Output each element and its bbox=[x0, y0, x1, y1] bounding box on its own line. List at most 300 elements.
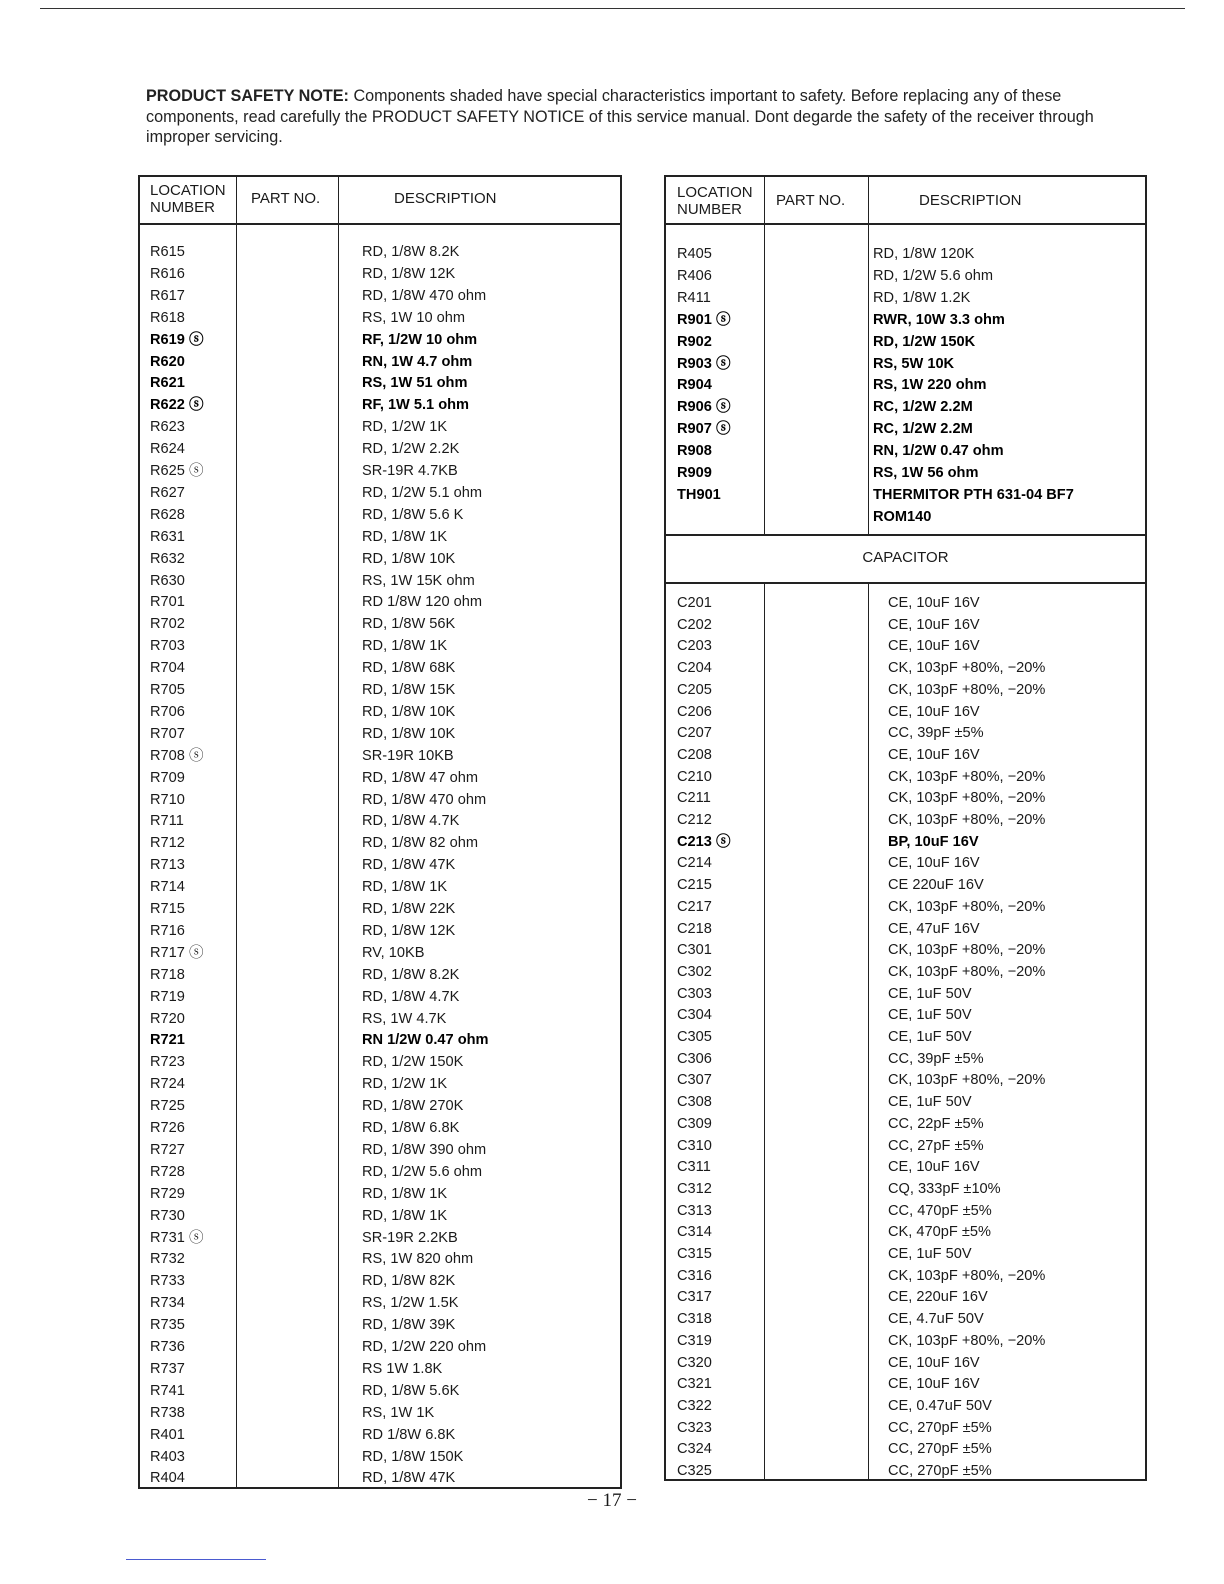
part-description: RD, 1/8W 39K bbox=[362, 1317, 456, 1334]
part-description: THERMITOR PTH 631-04 BF7 bbox=[873, 486, 1074, 503]
location-number: R715 bbox=[150, 901, 185, 917]
location-number: R617 bbox=[150, 287, 185, 304]
table-row bbox=[666, 787, 1145, 809]
part-description: CE, 10uF 16V bbox=[888, 616, 980, 633]
location-number: C308 bbox=[677, 1094, 712, 1111]
part-description: RC, 1/2W 2.2M bbox=[873, 421, 973, 438]
table-row bbox=[140, 526, 620, 548]
table-row bbox=[140, 898, 620, 920]
location-number: R711 bbox=[150, 813, 184, 830]
table-row bbox=[140, 723, 620, 745]
part-description: RD, 1/8W 390 ohm bbox=[362, 1141, 487, 1158]
table-row bbox=[666, 701, 1145, 723]
table-row bbox=[666, 484, 1145, 506]
part-description: RD, 1/8W 8.2K bbox=[362, 966, 460, 983]
table-row bbox=[666, 983, 1145, 1005]
location-number: R405 bbox=[677, 246, 712, 262]
header-location-line1: LOCATION bbox=[150, 182, 226, 199]
location-number: R901 ⓢ bbox=[677, 311, 731, 328]
location-number: C206 bbox=[677, 703, 712, 720]
part-description: CE, 1uF 50V bbox=[888, 1029, 972, 1045]
location-number: R702 bbox=[150, 616, 185, 633]
table-row bbox=[666, 1395, 1145, 1417]
location-number: R401 bbox=[150, 1426, 185, 1443]
page-number: − 17 − bbox=[587, 1490, 637, 1511]
part-description: RD, 1/8W 1K bbox=[362, 879, 448, 896]
table-row bbox=[140, 1073, 620, 1095]
top-rule bbox=[40, 8, 1185, 9]
location-number: C316 bbox=[677, 1267, 712, 1284]
table-row bbox=[666, 396, 1145, 418]
table-row bbox=[140, 1161, 620, 1183]
location-number: C321 bbox=[677, 1376, 712, 1393]
table-row bbox=[666, 1243, 1145, 1265]
safety-note bbox=[146, 86, 1136, 148]
table-row bbox=[140, 657, 620, 679]
table-row bbox=[666, 874, 1145, 896]
part-description: CK, 103pF +80%, −20% bbox=[888, 942, 1046, 959]
table-row bbox=[140, 635, 620, 657]
location-number: C310 bbox=[677, 1137, 712, 1154]
location-number: R906 ⓢ bbox=[677, 399, 731, 416]
part-description: RS 1W 1.8K bbox=[362, 1360, 443, 1377]
location-number: R718 bbox=[150, 966, 185, 983]
table-row bbox=[666, 1352, 1145, 1374]
part-description: CK, 103pF +80%, −20% bbox=[888, 790, 1046, 807]
location-number: R623 bbox=[150, 419, 185, 436]
location-number: R703 bbox=[150, 638, 185, 655]
part-description: RD 1/8W 120 ohm bbox=[362, 594, 483, 611]
location-number: R727 bbox=[150, 1141, 185, 1158]
part-description: RD, 1/2W 5.6 ohm bbox=[873, 267, 994, 284]
part-description: RD, 1/8W 82 ohm bbox=[362, 835, 478, 852]
part-description: CE, 10uF 16V bbox=[888, 595, 980, 611]
header-location-line2: NUMBER bbox=[677, 201, 743, 218]
location-number: R730 bbox=[150, 1207, 185, 1224]
location-number: R721 bbox=[150, 1032, 185, 1049]
table-row bbox=[666, 766, 1145, 788]
header-description: DESCRIPTION bbox=[919, 192, 1022, 209]
location-number: R734 bbox=[150, 1295, 185, 1312]
table-row bbox=[666, 1004, 1145, 1026]
table-row bbox=[140, 460, 620, 482]
part-description: CE, 10uF 16V bbox=[888, 703, 980, 720]
safety-note-heading: PRODUCT SAFETY NOTE: bbox=[146, 87, 349, 105]
table-row bbox=[140, 351, 620, 373]
location-number: R622 ⓢ bbox=[150, 397, 204, 414]
location-number: R737 bbox=[150, 1360, 185, 1377]
location-number: C306 bbox=[677, 1050, 712, 1067]
part-description: RD, 1/8W 47 ohm bbox=[362, 769, 478, 786]
table-row bbox=[140, 1029, 620, 1051]
location-number: R708 ⓢ bbox=[150, 747, 204, 764]
part-description: RD, 1/8W 8.2K bbox=[362, 244, 460, 260]
part-description: CC, 470pF ±5% bbox=[888, 1202, 992, 1219]
location-number: C217 bbox=[677, 898, 712, 915]
table-row bbox=[140, 504, 620, 526]
part-description: CK, 103pF +80%, −20% bbox=[888, 1072, 1046, 1089]
location-number: R630 bbox=[150, 572, 185, 589]
location-number: R404 bbox=[150, 1470, 185, 1487]
safety-note-text: Components shaded have special characteristics important to safety. Before replacing any of these components, read carefully the PRODUCT SAFETY NOTICE of this service manual. Dont degarde the safety of the receiver through improper servicing. bbox=[146, 87, 1094, 146]
location-number: R628 bbox=[150, 506, 185, 523]
location-number: R908 bbox=[677, 443, 712, 460]
location-number: C309 bbox=[677, 1115, 712, 1132]
table-row bbox=[140, 1205, 620, 1227]
location-number: C319 bbox=[677, 1332, 712, 1349]
table-row bbox=[666, 614, 1145, 636]
table-row bbox=[666, 961, 1145, 983]
location-number: C317 bbox=[677, 1289, 712, 1306]
location-number: R631 bbox=[150, 528, 185, 545]
table-row bbox=[140, 1402, 620, 1424]
part-description: RS, 1W 15K ohm bbox=[362, 572, 475, 589]
table-row bbox=[666, 1438, 1145, 1460]
location-number: R724 bbox=[150, 1076, 185, 1093]
part-description: RS, 1W 56 ohm bbox=[873, 465, 979, 481]
part-description: RN, 1W 4.7 ohm bbox=[362, 353, 473, 370]
part-description: CE, 10uF 16V bbox=[888, 1354, 980, 1371]
section-header-capacitor bbox=[666, 534, 1145, 584]
table-row bbox=[666, 1265, 1145, 1287]
part-description: RS, 1W 220 ohm bbox=[873, 377, 987, 394]
part-description: RD, 1/8W 5.6K bbox=[362, 1382, 460, 1399]
location-number: R714 bbox=[150, 879, 185, 896]
part-description: CE, 220uF 16V bbox=[888, 1289, 988, 1306]
table-row bbox=[140, 1314, 620, 1336]
table-row bbox=[666, 679, 1145, 701]
location-number: R732 bbox=[150, 1251, 185, 1268]
location-number: R728 bbox=[150, 1163, 185, 1180]
location-number: C204 bbox=[677, 660, 712, 677]
part-description: CE, 0.47uF 50V bbox=[888, 1397, 992, 1414]
location-number: C302 bbox=[677, 963, 712, 980]
part-description: RN, 1/2W 0.47 ohm bbox=[873, 443, 1004, 460]
part-description: RD, 1/8W 1K bbox=[362, 1185, 448, 1202]
part-description: CC, 39pF ±5% bbox=[888, 1050, 984, 1067]
table-row bbox=[140, 876, 620, 898]
part-description: RD, 1/8W 82K bbox=[362, 1273, 456, 1290]
table-row bbox=[140, 241, 620, 263]
part-description: CE, 10uF 16V bbox=[888, 746, 980, 763]
table-row bbox=[666, 1048, 1145, 1070]
part-description: RD, 1/8W 56K bbox=[362, 616, 456, 633]
location-number: R723 bbox=[150, 1054, 185, 1071]
location-number: C211 bbox=[677, 790, 711, 807]
table-row bbox=[666, 331, 1145, 353]
location-number: R909 bbox=[677, 465, 712, 481]
part-description: SR-19R 4.7KB bbox=[362, 463, 458, 479]
location-number: C315 bbox=[677, 1246, 712, 1262]
table-row bbox=[140, 1270, 620, 1292]
table-row bbox=[140, 591, 620, 613]
part-description: RWR, 10W 3.3 ohm bbox=[873, 311, 1005, 328]
header-location-line1: LOCATION bbox=[677, 184, 753, 201]
part-description: CK, 103pF +80%, −20% bbox=[888, 768, 1046, 785]
table-row bbox=[666, 939, 1145, 961]
resistor-capacitor-parts-table bbox=[664, 175, 1147, 1481]
part-description: RD, 1/8W 120K bbox=[873, 246, 975, 262]
part-description: CE, 1uF 50V bbox=[888, 1094, 972, 1111]
location-number: R616 bbox=[150, 265, 185, 282]
location-number: R729 bbox=[150, 1185, 185, 1202]
table-row bbox=[140, 854, 620, 876]
location-number: R904 bbox=[677, 377, 712, 394]
table-row bbox=[140, 1358, 620, 1380]
table-row bbox=[666, 1113, 1145, 1135]
table-header bbox=[666, 177, 1145, 225]
header-location-line2: NUMBER bbox=[150, 199, 216, 216]
table-row bbox=[140, 832, 620, 854]
location-number: C307 bbox=[677, 1072, 712, 1089]
table-row bbox=[666, 1417, 1145, 1439]
location-number: R707 bbox=[150, 725, 185, 742]
part-description: CC, 27pF ±5% bbox=[888, 1137, 984, 1154]
table-row bbox=[666, 440, 1145, 462]
table-row bbox=[666, 657, 1145, 679]
location-number: C214 bbox=[677, 855, 712, 872]
table-row bbox=[140, 416, 620, 438]
table-row bbox=[666, 852, 1145, 874]
location-number: C325 bbox=[677, 1463, 712, 1479]
part-description: RD, 1/8W 4.7K bbox=[362, 988, 460, 1005]
table-row bbox=[140, 438, 620, 460]
part-description: RD, 1/2W 5.1 ohm bbox=[362, 484, 483, 501]
table-row bbox=[666, 1156, 1145, 1178]
part-description: CE, 1uF 50V bbox=[888, 985, 972, 1002]
location-number: R620 bbox=[150, 353, 185, 370]
table-row bbox=[666, 1026, 1145, 1048]
part-description: RN 1/2W 0.47 ohm bbox=[362, 1032, 489, 1049]
table-row bbox=[140, 745, 620, 767]
table-row bbox=[140, 701, 620, 723]
location-number: C301 bbox=[677, 942, 712, 959]
part-description: RD, 1/8W 1.2K bbox=[873, 289, 971, 306]
location-number: R615 bbox=[150, 244, 185, 260]
location-number: R406 bbox=[677, 267, 712, 284]
part-description: RD, 1/8W 1K bbox=[362, 528, 448, 545]
part-description: RS, 1W 10 ohm bbox=[362, 309, 466, 326]
table-row bbox=[140, 942, 620, 964]
part-description: CE, 10uF 16V bbox=[888, 1376, 980, 1393]
table-row bbox=[140, 1446, 620, 1468]
part-description: RD, 1/8W 470 ohm bbox=[362, 791, 487, 808]
part-description: CK, 103pF +80%, −20% bbox=[888, 1267, 1046, 1284]
part-description: CC, 39pF ±5% bbox=[888, 725, 984, 742]
part-description: RD, 1/8W 12K bbox=[362, 922, 456, 939]
table-row bbox=[666, 309, 1145, 331]
part-description: RS, 5W 10K bbox=[873, 355, 955, 372]
table-row bbox=[140, 1095, 620, 1117]
table-row bbox=[140, 482, 620, 504]
table-row bbox=[666, 722, 1145, 744]
location-number: R733 bbox=[150, 1273, 185, 1290]
table-row bbox=[140, 767, 620, 789]
location-number: R716 bbox=[150, 922, 185, 939]
location-number: R719 bbox=[150, 988, 185, 1005]
part-description: RD, 1/8W 22K bbox=[362, 901, 456, 917]
table-row bbox=[666, 265, 1145, 287]
location-number: R735 bbox=[150, 1317, 185, 1334]
table-row bbox=[140, 1117, 620, 1139]
table-row bbox=[140, 613, 620, 635]
part-description: RD, 1/8W 1K bbox=[362, 638, 448, 655]
table-row bbox=[140, 1051, 620, 1073]
table-row bbox=[140, 1424, 620, 1446]
table-header bbox=[140, 177, 620, 225]
location-number: R632 bbox=[150, 550, 185, 567]
location-number: C201 bbox=[677, 595, 712, 611]
table-row bbox=[666, 744, 1145, 766]
part-description: RD, 1/8W 10K bbox=[362, 725, 456, 742]
part-description: RS, 1W 51 ohm bbox=[362, 375, 468, 392]
location-number: R624 bbox=[150, 441, 185, 458]
location-number: C324 bbox=[677, 1441, 712, 1458]
part-description: RD, 1/8W 6.8K bbox=[362, 1120, 460, 1136]
part-description: CC, 270pF ±5% bbox=[888, 1463, 992, 1479]
part-description: RS, 1W 1K bbox=[362, 1404, 435, 1421]
part-description: CC, 22pF ±5% bbox=[888, 1115, 984, 1132]
location-number: C314 bbox=[677, 1224, 712, 1241]
location-number: R907 ⓢ bbox=[677, 421, 731, 438]
location-number: R726 bbox=[150, 1120, 185, 1136]
location-number: C205 bbox=[677, 681, 712, 698]
location-number: C202 bbox=[677, 616, 712, 633]
part-description: RF, 1/2W 10 ohm bbox=[362, 331, 478, 348]
table-row bbox=[140, 986, 620, 1008]
table-row bbox=[140, 1008, 620, 1030]
part-description: CK, 103pF +80%, −20% bbox=[888, 812, 1046, 828]
part-description: RV, 10KB bbox=[362, 944, 425, 961]
part-description: CQ, 333pF ±10% bbox=[888, 1180, 1001, 1197]
location-number: C312 bbox=[677, 1180, 712, 1197]
table-row bbox=[666, 1308, 1145, 1330]
part-description: RD, 1/2W 2.2K bbox=[362, 441, 460, 458]
part-description: RD, 1/8W 150K bbox=[362, 1448, 464, 1465]
location-number: C311 bbox=[677, 1159, 711, 1176]
location-number: C304 bbox=[677, 1007, 712, 1024]
location-number: R902 bbox=[677, 333, 712, 350]
part-description: CK, 103pF +80%, −20% bbox=[888, 963, 1046, 980]
location-number: R713 bbox=[150, 857, 185, 874]
part-description: ROM140 bbox=[873, 508, 932, 525]
table-row bbox=[140, 1227, 620, 1249]
table-row bbox=[140, 285, 620, 307]
table-row bbox=[140, 394, 620, 416]
part-description: RS, 1W 820 ohm bbox=[362, 1251, 474, 1268]
table-row bbox=[140, 810, 620, 832]
location-number: C322 bbox=[677, 1397, 712, 1414]
table-row bbox=[140, 1336, 620, 1358]
part-description: RD, 1/8W 12K bbox=[362, 265, 456, 282]
location-number: R712 bbox=[150, 835, 185, 852]
location-number: R411 bbox=[677, 289, 711, 306]
part-description: RD, 1/8W 470 ohm bbox=[362, 287, 487, 304]
part-description: RD, 1/8W 10K bbox=[362, 550, 456, 567]
location-number: C320 bbox=[677, 1354, 712, 1371]
location-number: R720 bbox=[150, 1010, 185, 1027]
part-description: RD, 1/8W 68K bbox=[362, 660, 456, 677]
part-description: RC, 1/2W 2.2M bbox=[873, 399, 973, 416]
table-row bbox=[666, 418, 1145, 440]
table-row bbox=[140, 329, 620, 351]
location-number: R717 ⓢ bbox=[150, 944, 204, 961]
part-description: CE, 4.7uF 50V bbox=[888, 1311, 984, 1328]
table-row bbox=[666, 1135, 1145, 1157]
part-description: CE 220uF 16V bbox=[888, 877, 984, 894]
part-description: CK, 103pF +80%, −20% bbox=[888, 898, 1046, 915]
location-number: R706 bbox=[150, 703, 185, 720]
table-row bbox=[666, 374, 1145, 396]
location-number: C318 bbox=[677, 1311, 712, 1328]
part-description: RD, 1/8W 15K bbox=[362, 682, 456, 698]
location-number: C208 bbox=[677, 746, 712, 763]
table-row bbox=[666, 287, 1145, 309]
header-part-no: PART NO. bbox=[251, 190, 321, 207]
part-description: CC, 270pF ±5% bbox=[888, 1419, 992, 1436]
table-row bbox=[666, 353, 1145, 375]
table-row bbox=[666, 1069, 1145, 1091]
location-number: C213 ⓢ bbox=[677, 833, 731, 850]
location-number: R736 bbox=[150, 1339, 185, 1355]
part-description: CK, 103pF +80%, −20% bbox=[888, 1332, 1046, 1349]
table-row bbox=[140, 570, 620, 592]
table-row bbox=[666, 831, 1145, 853]
table-row bbox=[140, 964, 620, 986]
location-number: R621 bbox=[150, 375, 185, 392]
table-row bbox=[140, 1183, 620, 1205]
location-number: C303 bbox=[677, 985, 712, 1002]
part-description: CK, 103pF +80%, −20% bbox=[888, 660, 1046, 677]
table-row bbox=[666, 462, 1145, 484]
header-part-no: PART NO. bbox=[776, 192, 846, 209]
part-description: RF, 1W 5.1 ohm bbox=[362, 397, 470, 414]
location-number: R725 bbox=[150, 1098, 185, 1115]
part-description: CK, 103pF +80%, −20% bbox=[888, 681, 1046, 698]
location-number: R738 bbox=[150, 1404, 185, 1421]
part-description: RD, 1/8W 5.6 K bbox=[362, 506, 464, 523]
table-row bbox=[666, 1460, 1145, 1482]
table-row bbox=[140, 920, 620, 942]
location-number: R903 ⓢ bbox=[677, 355, 731, 372]
table-row bbox=[140, 1380, 620, 1402]
table-row bbox=[666, 1373, 1145, 1395]
location-number: TH901 bbox=[677, 486, 721, 503]
table-row bbox=[140, 679, 620, 701]
part-description: RD, 1/2W 150K bbox=[873, 333, 976, 350]
location-number: C323 bbox=[677, 1419, 712, 1436]
table-row bbox=[666, 809, 1145, 831]
table-row bbox=[666, 1330, 1145, 1352]
table-row bbox=[666, 1221, 1145, 1243]
location-number: R704 bbox=[150, 660, 185, 677]
table-row bbox=[140, 307, 620, 329]
part-description: RS, 1W 4.7K bbox=[362, 1010, 447, 1027]
location-number: R625 ⓢ bbox=[150, 463, 204, 479]
location-number: C207 bbox=[677, 725, 712, 742]
table-row bbox=[140, 1292, 620, 1314]
resistor-parts-table bbox=[138, 175, 622, 1489]
table-row bbox=[140, 1139, 620, 1161]
table-row bbox=[140, 789, 620, 811]
part-description: BP, 10uF 16V bbox=[888, 833, 979, 850]
location-number: R627 bbox=[150, 484, 185, 501]
part-description: RD 1/8W 6.8K bbox=[362, 1426, 456, 1443]
location-number: R709 bbox=[150, 769, 185, 786]
part-description: CE, 10uF 16V bbox=[888, 855, 980, 872]
table-row bbox=[140, 263, 620, 285]
part-description: RD, 1/8W 1K bbox=[362, 1207, 448, 1224]
